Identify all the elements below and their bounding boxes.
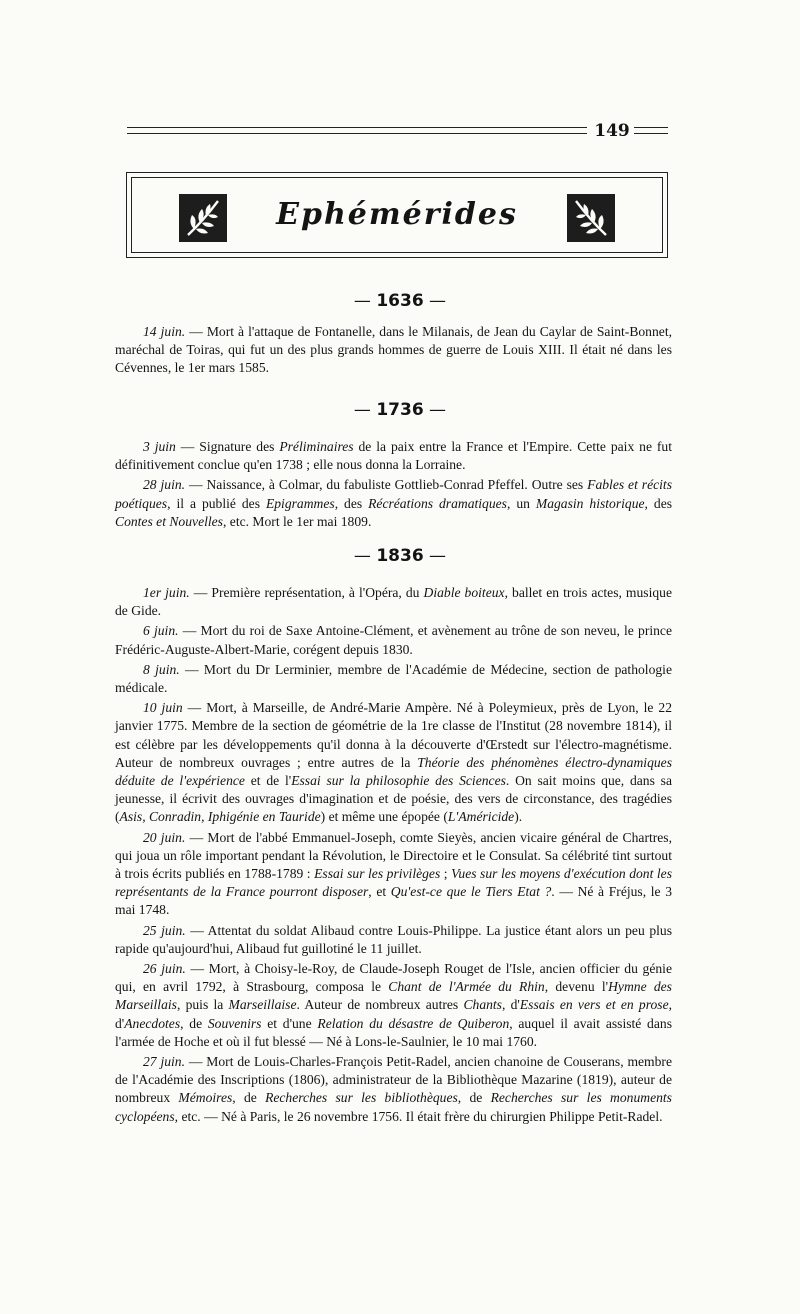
section-1636 [115,323,672,380]
section-1836 [115,584,672,1128]
entry: 20 juin. — Mort de l'abbé Emmanuel-Joseph, comte Sieyès, ancien vicaire général de Chartres, qui joua un rôle important pendant la Révolution, le Directoire et le Consulat. Sa célébrité tint surtout à trois écrits publiés en 1788-1789 : Essai sur les privilèges ; Vues sur les moyens d'exécution dont les représentants de la France pourront disposer, et Qu'est-ce que le Tiers Etat ?. — Né à Fréjus, le 3 mai 1748. [115,829,673,918]
entry: 14 juin. — Mort à l'attaque de Fontanelle, dans le Milanais, de Jean du Caylar de Saint-Bonnet, maréchal de Toiras, qui fut un des plus grands hommes de guerre de Louis XIII. Il était né dans les Cévennes, le 1er mars 1585. [115,324,672,376]
banner-inner-frame [131,177,663,253]
entry: 8 juin. — Mort du Dr Lerminier, membre de l'Académie de Médecine, section de pathologie médicale. [115,661,672,696]
year-heading: — 1636 — [353,291,447,311]
entry: 28 juin. — Naissance, à Colmar, du fabuliste Gottlieb-Conrad Pfeffel. Outre ses Fables et récits poétiques, il a publié des Epigrammes, des Récréations dramatiques, un Magasin historique, des Contes et Nouvelles, etc. Mort le 1er mai 1809. [115,477,673,529]
header-rule-right-top [634,127,668,128]
entry: 26 juin. — Mort, à Choisy-le-Roy, de Claude-Joseph Rouget de l'Isle, ancien officier du génie qui, en avril 1792, à Strasbourg, composa le Chant de l'Armée du Rhin, devenu l'Hymne des Marseillais, puis la Marseillaise. Auteur de nombreux autres Chants, d'Essais en vers et en prose, d'Anecdotes, de Souvenirs et d'une Relation du désastre de Quiberon, auquel il avait assisté dans l'armée de Hoche et où il fut blessé — Né à Lons-le-Saulnier, le 10 mai 1760. [115,961,673,1049]
section-1736 [115,438,672,533]
entry: 27 juin. — Mort de Louis-Charles-François Petit-Radel, ancien chanoine de Couserans, membre de l'Académie des Inscriptions (1806), administrateur de la Bibliothèque Mazarine (1819), auteur de nombreux Mémoires, de Recherches sur les bibliothèques, de Recherches sur les monuments cyclopéens, etc. — Né à Paris, le 26 novembre 1756. Il était frère du chirurgien Philippe Petit-Radel. [115,1054,672,1124]
entry: 6 juin. — Mort du roi de Saxe Antoine-Clément, et avènement au trône de son neveu, le prince Frédéric-Auguste-Albert-Marie, corégent depuis 1830. [115,623,672,657]
entry: 3 juin — Signature des Préliminaires de la paix entre la France et l'Empire. Cette paix ne fut définitivement conclue qu'en 1738 ; elle nous donna la Lorraine. [115,439,672,473]
entry: 1er juin. — Première représentation, à l'Opéra, du Diable boiteux, ballet en trois actes, musique de Gide. [115,585,672,619]
laurel-branch-icon [566,193,616,243]
header-rule-left-top [127,127,587,128]
entry: 10 juin — Mort, à Marseille, de André-Marie Ampère. Né à Poleymieux, près de Lyon, le 22 janvier 1775. Membre de la section de géométrie de la 1re classe de l'Institut (28 novembre 1814), il est célèbre par les développements qu'il donna à la découverte d'Œrstedt sur l'électro-magnétisme. Auteur de nombreux ouvrages ; entre autres de la Théorie des phénomènes électro-dynamiques déduite de l'expérience et de l'Essai sur la philosophie des Sciences. On sait moins que, dans sa jeunesse, il écrivit des ouvrages d'imagination et de poésie, des vers de circonstance, des tragédies (Asis, Conradin, Iphigénie en Tauride) et même une épopée (L'Américide). [115,700,672,825]
year-heading: — 1736 — [353,400,447,420]
banner-title: Ephémérides [276,197,518,232]
year-heading: — 1836 — [353,546,447,566]
ephemerides-banner [126,172,668,258]
header-rule-right-bottom [634,133,668,134]
entry: 25 juin. — Attentat du soldat Alibaud contre Louis-Philippe. La justice étant alors un peu plus rapide qu'aujourd'hui, Alibaud fut guillotiné le 11 juillet. [115,922,672,956]
page-number: 149 [594,121,630,141]
header-rule-left-bottom [127,133,587,134]
